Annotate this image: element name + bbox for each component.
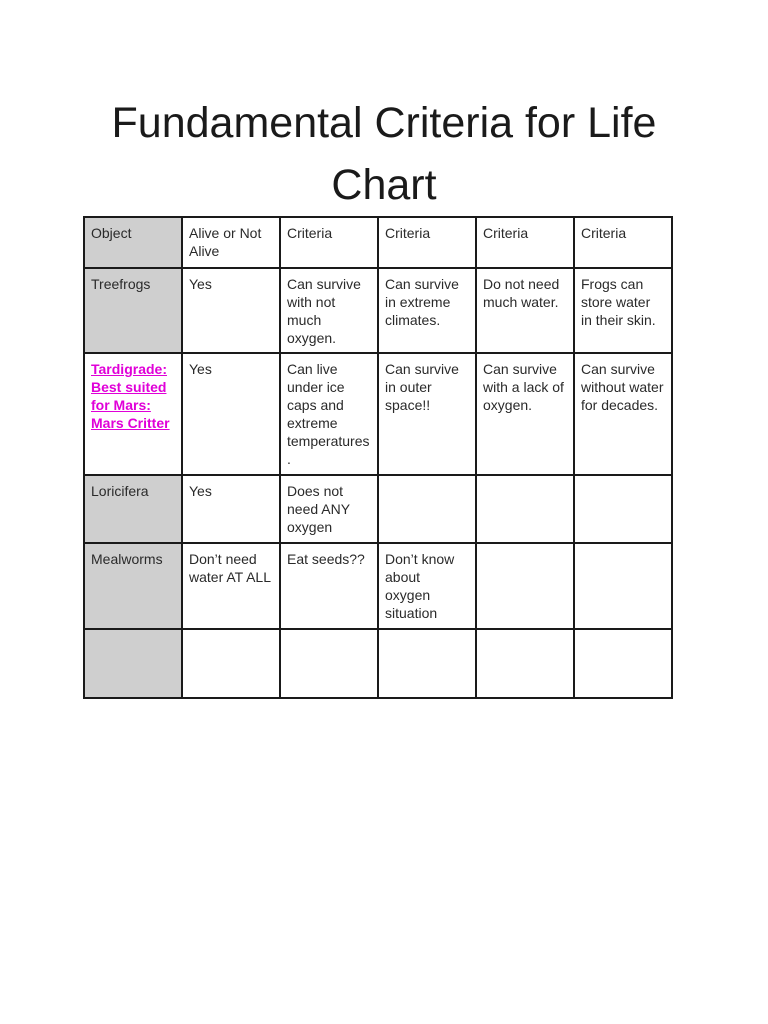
- page-title: Fundamental Criteria for Life Chart: [111, 99, 657, 209]
- table-row: [84, 629, 672, 698]
- criteria-cell: Can survive in extreme climates.: [378, 268, 476, 353]
- table-row: [84, 268, 672, 353]
- tardigrade-link[interactable]: Tardigrade: Best suited for Mars: Mars Critter: [91, 361, 170, 431]
- criteria-cell: Can survive in outer space!!: [378, 353, 476, 475]
- object-cell: [84, 629, 182, 698]
- alive-cell: Yes: [182, 268, 280, 353]
- criteria-cell: Don’t know about oxygen situation: [378, 543, 476, 629]
- alive-cell: Yes: [182, 353, 280, 475]
- criteria-cell: [476, 475, 574, 543]
- criteria-cell: Can survive with a lack of oxygen.: [476, 353, 574, 475]
- criteria-cell: Does not need ANY oxygen: [280, 475, 378, 543]
- criteria-cell: [574, 475, 672, 543]
- object-cell: Loricifera: [84, 475, 182, 543]
- alive-cell: Yes: [182, 475, 280, 543]
- criteria-cell: Frogs can store water in their skin.: [574, 268, 672, 353]
- header-cell-criteria: Criteria: [476, 217, 574, 268]
- object-cell: Mealworms: [84, 543, 182, 629]
- table-row: [84, 353, 672, 475]
- object-cell: [84, 353, 182, 475]
- criteria-cell: [574, 543, 672, 629]
- alive-cell: Don’t need water AT ALL: [182, 543, 280, 629]
- header-cell-alive: Alive or Not Alive: [182, 217, 280, 268]
- criteria-cell: [378, 629, 476, 698]
- criteria-cell: [280, 629, 378, 698]
- object-cell: Treefrogs: [84, 268, 182, 353]
- header-cell-criteria: Criteria: [574, 217, 672, 268]
- criteria-cell: Eat seeds??: [280, 543, 378, 629]
- table-row: [84, 475, 672, 543]
- criteria-cell: [574, 629, 672, 698]
- criteria-cell: [378, 475, 476, 543]
- criteria-cell: [476, 543, 574, 629]
- header-cell-criteria: Criteria: [378, 217, 476, 268]
- criteria-cell: Can survive without water for decades.: [574, 353, 672, 475]
- table-row: [84, 543, 672, 629]
- criteria-cell: [476, 629, 574, 698]
- table-header-row: [84, 217, 672, 268]
- header-cell-criteria: Criteria: [280, 217, 378, 268]
- header-cell-object: Object: [84, 217, 182, 268]
- criteria-cell: Can survive with not much oxygen.: [280, 268, 378, 353]
- criteria-cell: Do not need much water.: [476, 268, 574, 353]
- criteria-cell: Can live under ice caps and extreme temperatures.: [280, 353, 378, 475]
- alive-cell: [182, 629, 280, 698]
- criteria-table: [83, 216, 673, 699]
